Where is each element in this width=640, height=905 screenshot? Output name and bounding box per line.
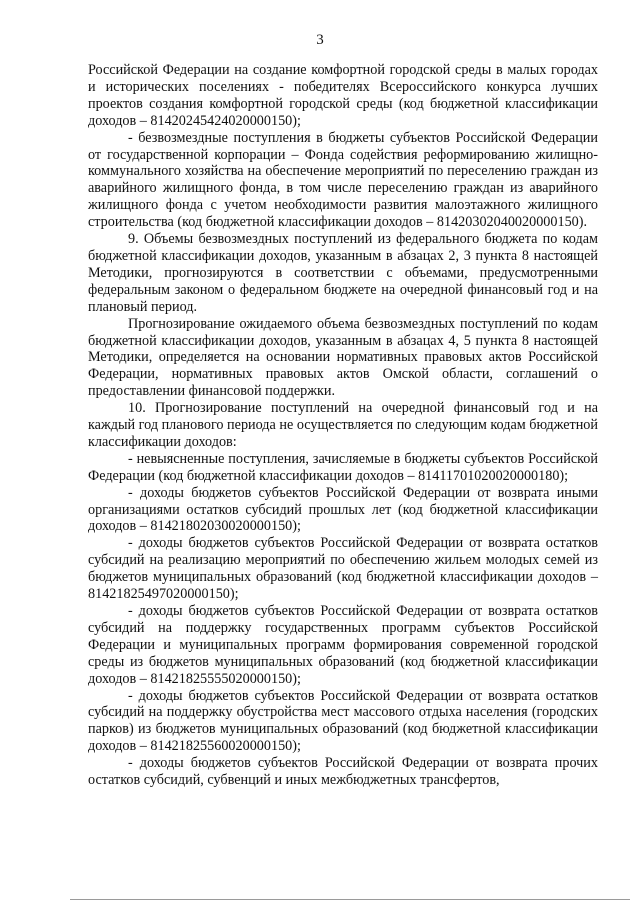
page-bottom-rule: [70, 899, 630, 900]
paragraph-forecasting: Прогнозирование ожидаемого объема безвозмездных поступлений по кодам бюджетной классификации доходов, указанным в абзацах 4, 5 пункта 8 настоящей Методики, определяется на основании нормативных правовых актов Российской Федерации, нормативных правовых актов Омской области, соглашений о предоставлении финансовой поддержки.: [88, 315, 598, 400]
paragraph-continuation: Российской Федерации на создание комфортной городской среды в малых городах и исторических поселениях - победителях Всероссийского конкурса лучших проектов создания комфортной городской среды (код бюджетной классификации доходов – 81420245424020000150);: [88, 62, 598, 129]
paragraph-clause-10: 10. Прогнозирование поступлений на очередной финансовый год и на каждый год планового периода не осуществляется по следующим кодам бюджетной классификации доходов:: [88, 400, 598, 450]
list-item-other-transfers: - доходы бюджетов субъектов Российской Федерации от возврата прочих остатков субсидий, субвенций и иных межбюджетных трансфертов,: [88, 755, 598, 789]
list-item-fund-transfers: - безвозмездные поступления в бюджеты субъектов Российской Федерации от государственной корпорации – Фонда содействия реформированию жилищно-коммунального хозяйства на обеспечение мероприятий по переселению граждан из аварийного жилищного фонда, в том числе переселению граждан из аварийного жилищного фонда с учетом необходимости развития малоэтажного жилищного строительства (код бюджетной классификации доходов – 81420302040020000150).: [88, 129, 598, 231]
list-item-young-families-housing: - доходы бюджетов субъектов Российской Федерации от возврата остатков субсидий на реализацию мероприятий по обеспечению жильем молодых семей из бюджетов муниципальных образований (код бюджетной классификации доходов – 81421825497020000150);: [88, 535, 598, 603]
page-number: 3: [316, 32, 324, 48]
document-body: [88, 62, 598, 789]
list-item-city-parks: - доходы бюджетов субъектов Российской Федерации от возврата остатков субсидий на поддержку обустройства мест массового отдыха населения (городских парков) из бюджетов муниципальных образований (код бюджетной классификации доходов – 81421825560020000150);: [88, 687, 598, 755]
list-item-unclarified-receipts: - невыясненные поступления, зачисляемые в бюджеты субъектов Российской Федерации (код бюджетной классификации доходов – 81411701020020000180);: [88, 450, 598, 484]
list-item-urban-environment: - доходы бюджетов субъектов Российской Федерации от возврата остатков субсидий на поддержку государственных программ субъектов Российской Федерации и муниципальных программ формирования современной городской среды из бюджетов муниципальных образований (код бюджетной классификации доходов – 81421825555020000150);: [88, 603, 598, 687]
paragraph-clause-9: 9. Объемы безвозмездных поступлений из федерального бюджета по кодам бюджетной классификации доходов, указанным в абзацах 2, 3 пункта 8 настоящей Методики, прогнозируются в соответствии с объемами, предусмотренными федеральным законом о федеральном бюджете на очередной финансовый год и на плановый период.: [88, 231, 598, 315]
list-item-subsidy-return-other-orgs: - доходы бюджетов субъектов Российской Федерации от возврата иными организациями остатков субсидий прошлых лет (код бюджетной классификации доходов – 81421802030020000150);: [88, 484, 598, 535]
